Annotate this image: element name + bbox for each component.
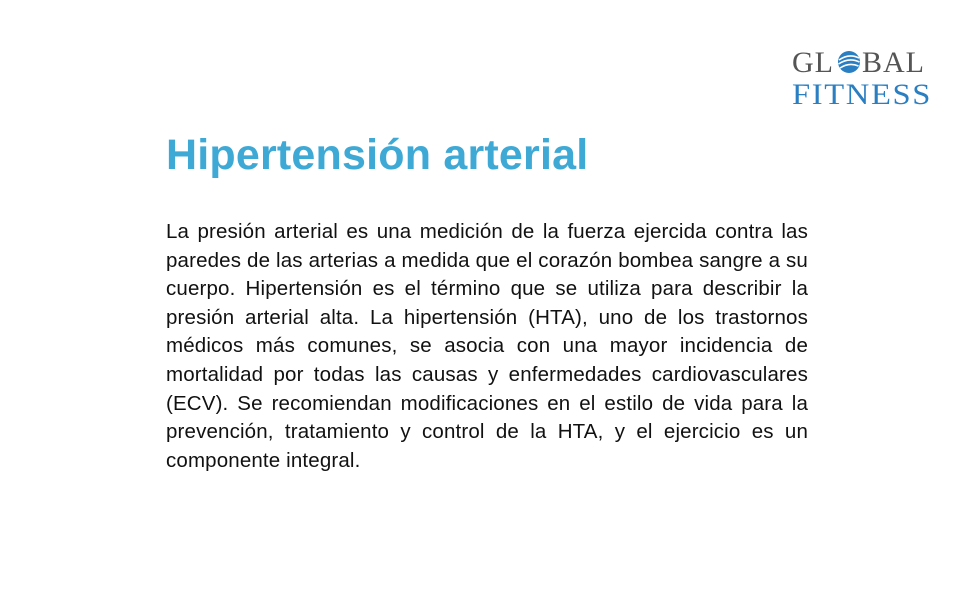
globe-icon bbox=[838, 51, 860, 73]
logo-text-gl: GL bbox=[792, 46, 834, 79]
page-title: Hipertensión arterial bbox=[166, 131, 589, 179]
logo-text-fitness: FITNESS bbox=[792, 78, 932, 108]
body-paragraph: La presión arterial es una medición de la fuerza ejercida contra las paredes de las arterias a medida que el corazón bombea sangre a su cuerpo. Hipertensión es el término que se utiliza para describir la presión arterial alta. La hipertensión (HTA), uno de los trastornos médicos más comunes, se asocia con una mayor incidencia de mortalidad por todas las causas y enfermedades cardiovasculares (ECV). Se recomiendan modificaciones en el estilo de vida para la prevención, tratamiento y control de la HTA, y el ejercicio es un componente integral. bbox=[166, 220, 808, 472]
logo-graphic bbox=[790, 44, 936, 108]
global-fitness-logo bbox=[790, 44, 936, 108]
logo-text-bal: BAL bbox=[862, 46, 925, 79]
